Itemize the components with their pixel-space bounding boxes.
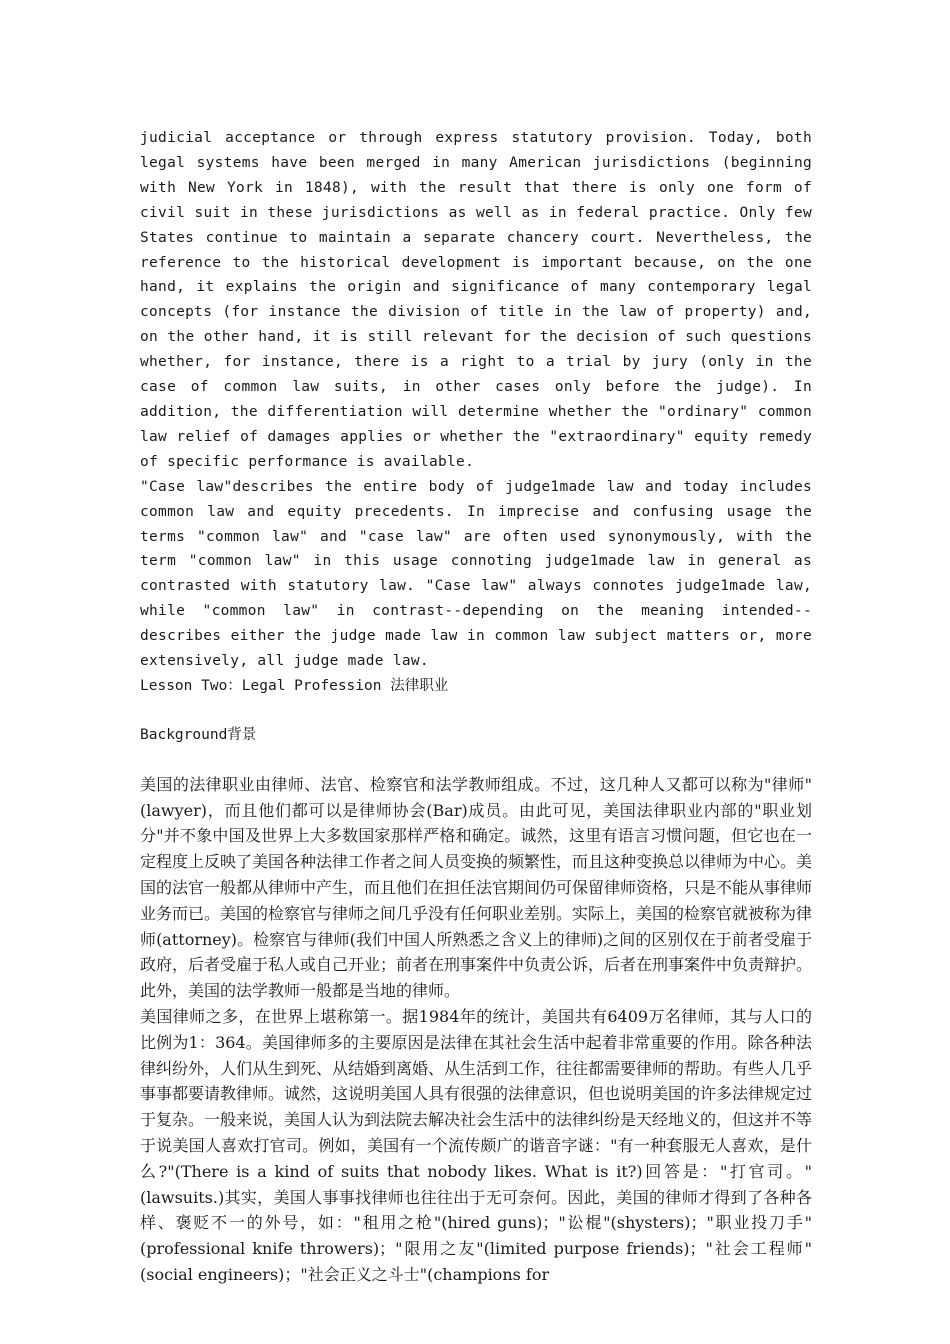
paragraph-legal-profession: 美国的法律职业由律师、法官、检察官和法学教师组成。不过，这几种人又都可以称为"律师"(lawyer)，而且他们都可以是律师协会(Bar)成员。由此可见，美国法律职业内部的"职业划分"并不象中国及世界上大多数国家那样严格和确定。诚然，这里有语言习惯问题，但它也在一定程度上反映了美国各种法律工作者之间人员变换的频繁性，而且这种变换总以律师为中心。美国的法官一般都从律师中产生，而且他们在担任法官期间仍可保留律师资格，只是不能从事律师业务而已。美国的检察官与律师之间几乎没有任何职业差别。实际上，美国的检察官就被称为律师(attorney)。检察官与律师(我们中国人所熟悉之含义上的律师)之间的区别仅在于前者受雇于政府，后者受雇于私人或自己开业；前者在刑事案件中负责公诉，后者在刑事案件中负责辩护。此外，美国的法学教师一般都是当地的律师。 [140, 774, 813, 1001]
document-page [140, 126, 812, 1288]
paragraph-common-law-history: judicial acceptance or through express statutory provision. Today, both legal systems have been merged in many American jurisdictions (beginning with New York in 1848), with the result that there is only one form of civil suit in these jurisdictions as well as in federal practice. Only few States continue to maintain a separate chancery court. Nevertheless, the reference to the historical development is important because, on the one hand, it explains the origin and significance of many contemporary legal concepts (for instance the division of title in the law of property) and, on the other hand, it is still relevant for the decision of such questions whether, for instance, there is a right to a trial by jury (only in the case of common law suits, in other cases only before the judge). In addition, the differentiation will determine whether the "ordinary" common law relief of damages applies or whether the "extraordinary" equity remedy of specific performance is available. [140, 130, 812, 470]
paragraph-case-law: "Case law"describes the entire body of judge1made law and today includes common law and equity precedents. In imprecise and confusing usage the terms "common law" and "case law" are often used synonymously, with the term "common law" in this usage connoting judge1made law in general as contrasted with statutory law. "Case law" always connotes judge1made law, while "common law" in contrast--depending on the meaning intended--describes either the judge made law in common law subject matters or, more extensively, all judge made law. [140, 478, 812, 670]
lesson-title: Lesson Two：Legal Profession 法律职业 [140, 677, 449, 694]
spacer [140, 699, 812, 723]
paragraph-lawyer-count: 美国律师之多，在世界上堪称第一。据1984年的统计，美国共有6409万名律师，其与人口的比例为1：364。美国律师多的主要原因是法律在其社会生活中起着非常重要的作用。除各种法律纠纷外，人们从生到死、从结婚到离婚、从生活到工作，往往都需要律师的帮助。有些人几乎事事都要请教律师。诚然，这说明美国人具有很强的法律意识，但也说明美国的许多法律规定过于复杂。一般来说，美国人认为到法院去解决社会生活中的法律纠纷是天经地义的，但这并不等于说美国人喜欢打官司。例如，美国有一个流传颇广的谐音字谜："有一种套服无人喜欢，是什么?"(There is a kind of suits that nobody likes. What is it?)回答是："打官司。"(lawsuits.)其实，美国人事事找律师也往往出于无可奈何。因此，美国的律师才得到了各种各样、褒贬不一的外号，如："租用之枪"(hired guns)；"讼棍"(shysters)；"职业投刀手"(professional knife throwers)；"限用之友"(limited purpose friends)；"社会工程师"(social engineers)；"社会正义之斗士"(champions for [140, 1006, 813, 1284]
section-title-background: Background背景 [140, 726, 257, 743]
spacer [140, 748, 812, 772]
